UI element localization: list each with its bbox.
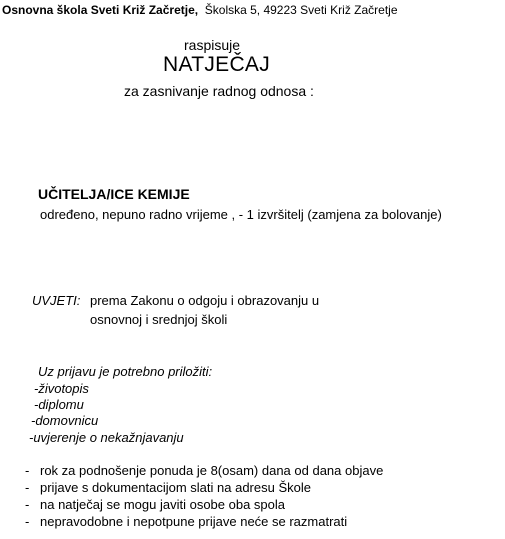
note-text: nepravodobne i nepotpune prijave neće se razmatrati xyxy=(40,514,348,529)
attachment-item: -diplomu xyxy=(34,397,84,412)
position-title: UČITELJA/ICE KEMIJE xyxy=(38,186,190,202)
note-item xyxy=(25,463,383,478)
attachments-intro: Uz prijavu je potrebno priložiti: xyxy=(38,364,213,379)
conditions-line-2: osnovnoj i srednjoj školi xyxy=(90,312,228,327)
position-detail: određeno, nepuno radno vrijeme , - 1 izvršitelj (zamjena za bolovanje) xyxy=(40,207,442,222)
attachment-item: -domovnicu xyxy=(31,413,99,428)
attachment-item: -uvjerenje o nekažnjavanju xyxy=(29,430,184,445)
note-text: prijave s dokumentacijom slati na adresu Škole xyxy=(40,480,311,495)
announces-text: raspisuje xyxy=(184,37,241,53)
note-item xyxy=(25,497,285,512)
page-title: NATJEČAJ xyxy=(163,53,271,76)
note-item xyxy=(25,514,347,529)
attachment-item: -životopis xyxy=(34,381,89,396)
conditions-label: UVJETI: xyxy=(32,293,81,308)
school-address: Školska 5, 49223 Sveti Križ Začretje xyxy=(204,3,398,17)
header-separator: , xyxy=(194,3,199,17)
note-dash: - xyxy=(25,463,30,478)
note-dash: - xyxy=(25,514,30,529)
school-name: Osnovna škola Sveti Križ Začretje xyxy=(2,3,195,17)
note-text: na natječaj se mogu javiti osobe oba spola xyxy=(40,497,285,512)
conditions-line-1: prema Zakonu o odgoju i obrazovanju u xyxy=(90,293,320,308)
school-header xyxy=(2,3,398,17)
note-text: rok za podnošenje ponuda je 8(osam) dana od dana objave xyxy=(40,463,384,478)
page-subtitle: za zasnivanje radnog odnosa : xyxy=(124,83,314,99)
note-item xyxy=(25,480,311,495)
note-dash: - xyxy=(25,497,30,512)
note-dash: - xyxy=(25,480,30,495)
